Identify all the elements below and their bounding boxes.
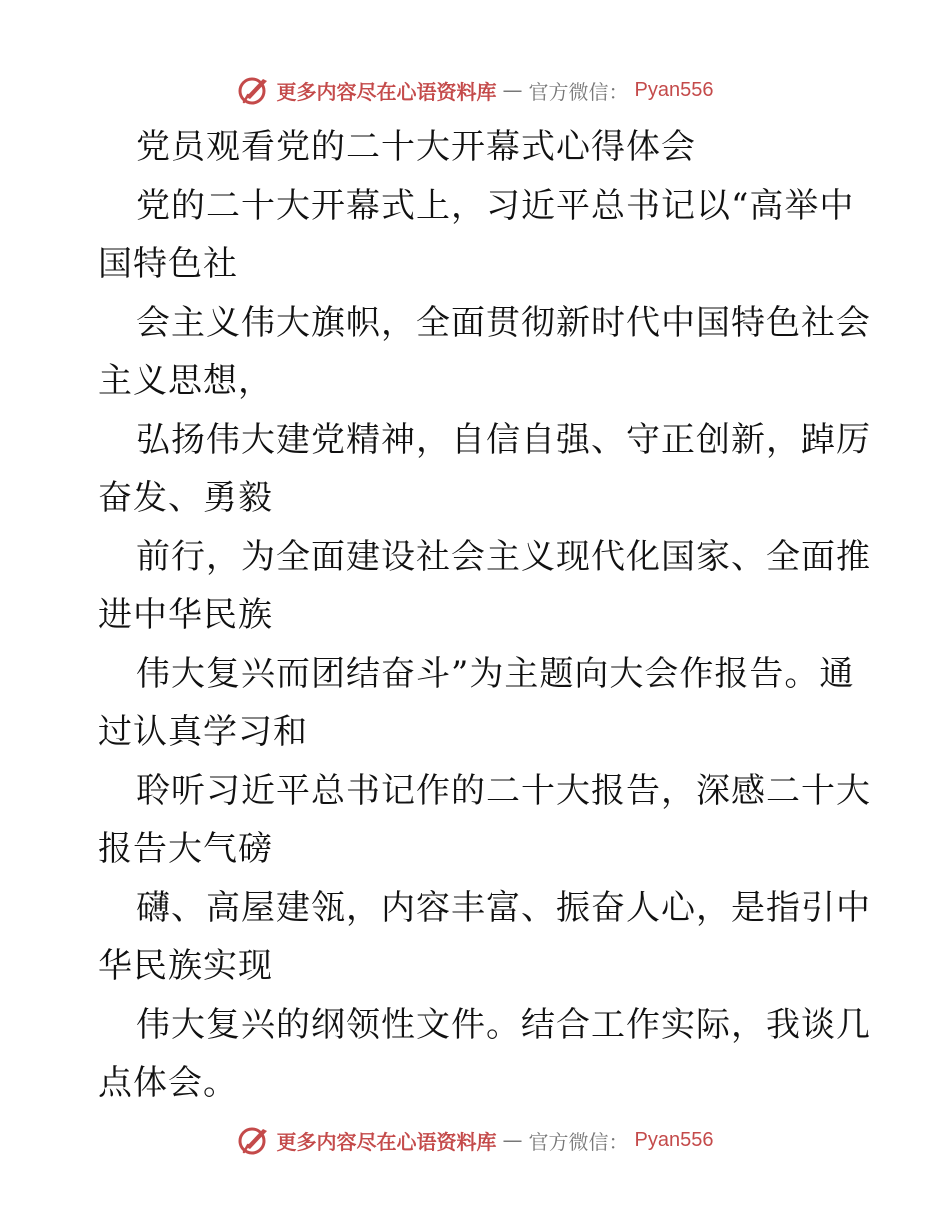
paragraph-line: 前行，为全面建设社会主义现代化国家、全面推 (136, 536, 871, 577)
watermark-wechat-id: Pyan556 (634, 1128, 714, 1151)
watermark-site-text: 更多内容尽在心语资料库 (276, 1129, 497, 1154)
paragraph-line: 伟大复兴而团结奋斗”为主题向大会作报告。通 (136, 653, 855, 694)
watermark-separator: — (502, 78, 523, 102)
paragraph-line: 伟大复兴的纲领性文件。结合工作实际，我谈几 (136, 1004, 871, 1045)
paragraph-line: 党的二十大开幕式上，习近平总书记以“高举中 (136, 185, 855, 226)
watermark-wechat-id: Pyan556 (634, 78, 714, 101)
watermark-separator: — (502, 1128, 523, 1152)
paragraph-line: 聆听习近平总书记作的二十大报告，深感二十大 (136, 770, 871, 811)
document-body (98, 118, 871, 1113)
quill-logo-icon (237, 1123, 271, 1157)
paragraph-line: 主义思想， (98, 361, 273, 401)
paragraph-line: 华民族实现 (98, 946, 273, 986)
watermark-site-text: 更多内容尽在心语资料库 (276, 79, 497, 104)
watermark-wechat-label: 官方微信： (528, 1129, 629, 1154)
paragraph-line: 进中华民族 (98, 595, 273, 635)
document-title: 党员观看党的二十大开幕式心得体会 (136, 127, 696, 167)
paragraph-line: 报告大气磅 (98, 829, 273, 869)
quill-logo-icon (237, 73, 271, 107)
watermark-wechat-label: 官方微信： (528, 79, 629, 104)
footer-watermark (0, 1120, 950, 1160)
header-watermark (0, 70, 950, 110)
paragraph-line: 点体会。 (98, 1063, 238, 1103)
paragraph-line: 奋发、勇毅 (98, 478, 273, 518)
paragraph-line: 礴、高屋建瓴，内容丰富、振奋人心，是指引中 (136, 887, 871, 928)
paragraph-line: 会主义伟大旗帜，全面贯彻新时代中国特色社会 (136, 302, 871, 343)
paragraph-line: 国特色社 (98, 244, 238, 284)
paragraph-line: 过认真学习和 (98, 712, 308, 752)
paragraph-line: 弘扬伟大建党精神，自信自强、守正创新，踔厉 (136, 419, 871, 460)
